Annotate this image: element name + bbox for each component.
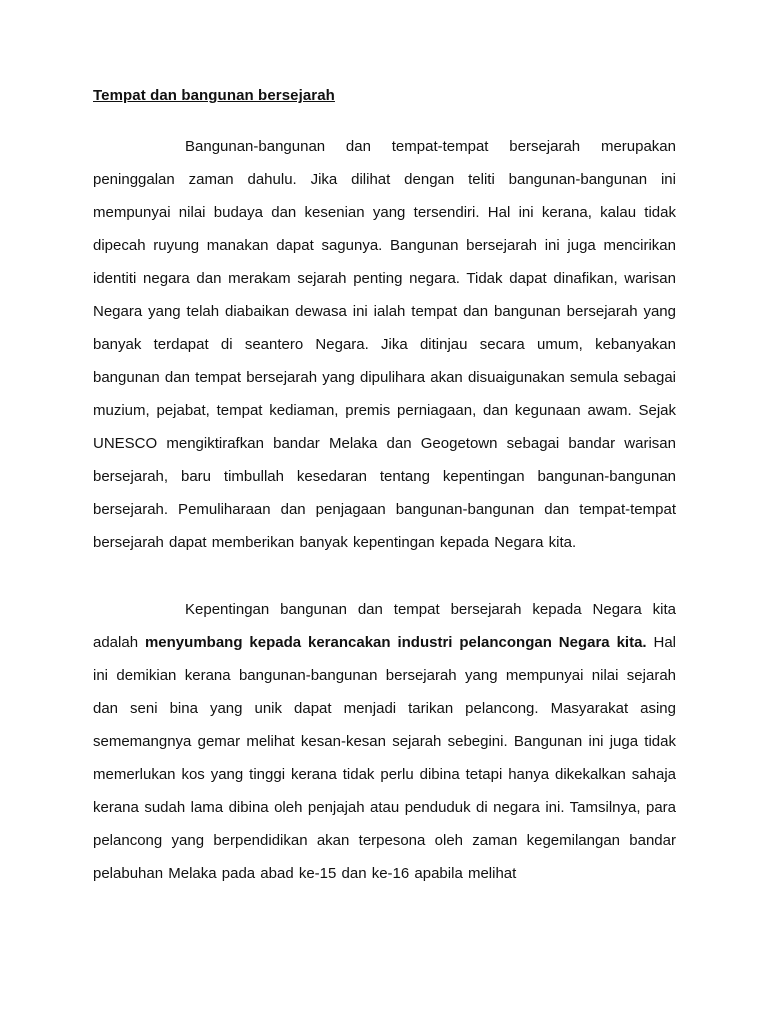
- paragraph-2-rest: Hal ini demikian kerana bangunan-bangunan bersejarah yang mempunyai nilai sejarah dan seni bina yang unik dapat menjadi tarikan pelancong. Masyarakat asing sememangnya gemar melihat kesan-kesan sejarah sebegini. Bangunan ini juga tidak memerlukan kos yang tinggi kerana tidak perlu dibina tetapi hanya dikekalkan sahaja kerana sudah lama dibina oleh penjajah atau penduduk di negara ini. Tamsilnya, para pelancong yang berpendidikan akan terpesona oleh zaman kegemilangan bandar pelabuhan Melaka pada abad ke-15 dan ke-16 apabila melihat: [93, 634, 676, 882]
- paragraph-2-bold-phrase: menyumbang kepada kerancakan industri pelancongan Negara kita.: [144, 634, 647, 651]
- paragraph-1: Bangunan-bangunan dan tempat-tempat bersejarah merupakan peninggalan zaman dahulu. Jika dilihat dengan teliti bangunan-bangunan ini mempunyai nilai budaya dan kesenian yang tersendiri. Hal ini kerana, kalau tidak dipecah ruyung manakan dapat sagunya. Bangunan bersejarah ini juga mencirikan identiti negara dan merakam sejarah penting negara. Tidak dapat dinafikan, warisan Negara yang telah diabaikan dewasa ini ialah tempat dan bangunan bersejarah yang banyak terdapat di seantero Negara. Jika ditinjau secara umum, kebanyakan bangunan dan tempat bersejarah yang dipulihara akan disuaigunakan semula sebagai muzium, pejabat, tempat kediaman, premis perniagaan, dan kegunaan awam. Sejak UNESCO mengiktirafkan bandar Melaka dan Geogetown sebagai bandar warisan bersejarah, baru timbullah kesedaran tentang kepentingan bangunan-bangunan bersejarah. Pemuliharaan dan penjagaan bangunan-bangunan dan tempat-tempat bersejarah dapat memberikan banyak kepentingan kepada Negara kita.: [93, 138, 676, 551]
- document-title: Tempat dan bangunan bersejarah: [93, 87, 335, 104]
- paragraph-2: [93, 593, 676, 890]
- paragraph-gap: [93, 559, 676, 593]
- paragraph-2-start: Kepentingan bangunan dan tempat bersejarah kepada Negara kita adalah: [93, 601, 676, 651]
